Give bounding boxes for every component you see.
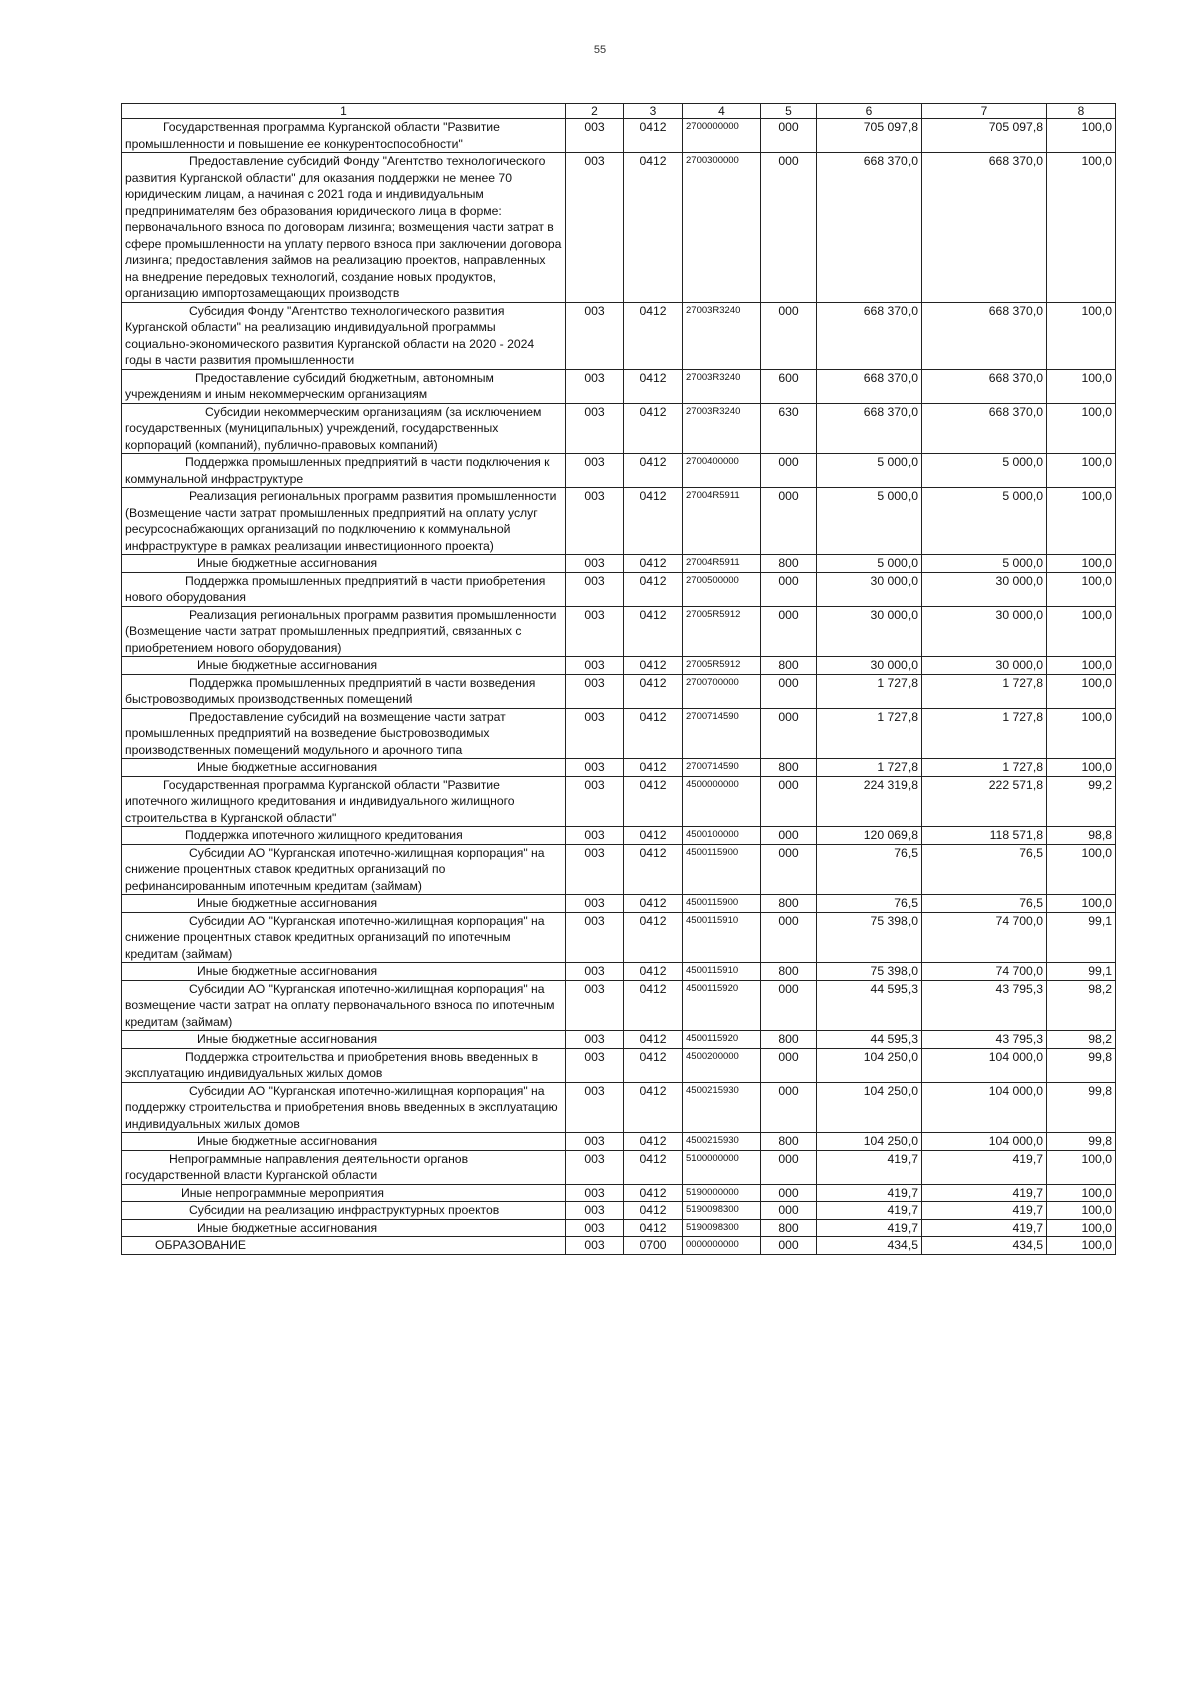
table-row	[122, 1219, 1116, 1237]
header-cell: 3	[624, 104, 683, 119]
expense-type-cell: 000	[761, 488, 817, 555]
admin-code-cell: 003	[566, 1082, 624, 1133]
section-code-cell: 0412	[624, 912, 683, 963]
section-code-cell: 0412	[624, 963, 683, 981]
table-row	[122, 759, 1116, 777]
table-row	[122, 1082, 1116, 1133]
target-article-cell: 2700400000	[683, 454, 761, 488]
row-name-cell: Субсидия Фонду "Агентство технологического развития Курганской области" на реализацию индивидуальной программы социально-экономического развития Курганской области на 2020 - 2024 годы в части развития промышленности	[122, 302, 566, 369]
admin-code-cell: 003	[566, 912, 624, 963]
executed-amount-cell: 74 700,0	[922, 912, 1047, 963]
table-row	[122, 1133, 1116, 1151]
admin-code-cell: 003	[566, 403, 624, 454]
expense-type-cell: 600	[761, 369, 817, 403]
section-code-cell: 0412	[624, 1133, 683, 1151]
expense-type-cell: 800	[761, 1031, 817, 1049]
section-code-cell: 0412	[624, 302, 683, 369]
percent-cell: 100,0	[1047, 844, 1116, 895]
expense-type-cell: 000	[761, 119, 817, 153]
row-name-cell: Субсидии на реализацию инфраструктурных проектов	[122, 1202, 566, 1220]
approved-amount-cell: 419,7	[817, 1219, 922, 1237]
table-row	[122, 895, 1116, 913]
executed-amount-cell: 74 700,0	[922, 963, 1047, 981]
admin-code-cell: 003	[566, 572, 624, 606]
table-row	[122, 369, 1116, 403]
section-code-cell: 0412	[624, 827, 683, 845]
admin-code-cell: 003	[566, 708, 624, 759]
executed-amount-cell: 5 000,0	[922, 488, 1047, 555]
percent-cell: 100,0	[1047, 674, 1116, 708]
admin-code-cell: 003	[566, 1219, 624, 1237]
percent-cell: 100,0	[1047, 1237, 1116, 1255]
row-name-cell: Поддержка ипотечного жилищного кредитования	[122, 827, 566, 845]
admin-code-cell: 003	[566, 606, 624, 657]
approved-amount-cell: 434,5	[817, 1237, 922, 1255]
executed-amount-cell: 668 370,0	[922, 369, 1047, 403]
percent-cell: 100,0	[1047, 1150, 1116, 1184]
header-row	[122, 104, 1116, 119]
approved-amount-cell: 76,5	[817, 895, 922, 913]
target-article-cell: 5190098300	[683, 1202, 761, 1220]
target-article-cell: 4500000000	[683, 776, 761, 827]
row-name-cell: Субсидии некоммерческим организациям (за исключением государственных (муниципальных) учреждений, государственных корпораций (компаний), публично-правовых компаний)	[122, 403, 566, 454]
row-name-cell: Иные бюджетные ассигнования	[122, 1219, 566, 1237]
percent-cell: 99,1	[1047, 963, 1116, 981]
percent-cell: 100,0	[1047, 572, 1116, 606]
target-article-cell: 5190000000	[683, 1184, 761, 1202]
row-name-cell: Непрограммные направления деятельности органов государственной власти Курганской области	[122, 1150, 566, 1184]
admin-code-cell: 003	[566, 555, 624, 573]
admin-code-cell: 003	[566, 1048, 624, 1082]
admin-code-cell: 003	[566, 454, 624, 488]
approved-amount-cell: 44 595,3	[817, 1031, 922, 1049]
executed-amount-cell: 1 727,8	[922, 708, 1047, 759]
section-code-cell: 0412	[624, 153, 683, 303]
row-name-cell: Иные бюджетные ассигнования	[122, 895, 566, 913]
approved-amount-cell: 5 000,0	[817, 555, 922, 573]
row-name-cell: Иные непрограммные мероприятия	[122, 1184, 566, 1202]
table-row	[122, 1048, 1116, 1082]
expense-type-cell: 000	[761, 776, 817, 827]
section-code-cell: 0412	[624, 708, 683, 759]
section-code-cell: 0412	[624, 606, 683, 657]
expense-type-cell: 000	[761, 708, 817, 759]
table-row	[122, 657, 1116, 675]
section-code-cell: 0700	[624, 1237, 683, 1255]
approved-amount-cell: 75 398,0	[817, 963, 922, 981]
executed-amount-cell: 1 727,8	[922, 674, 1047, 708]
table-row	[122, 403, 1116, 454]
table-row	[122, 488, 1116, 555]
admin-code-cell: 003	[566, 1202, 624, 1220]
target-article-cell: 2700714590	[683, 759, 761, 777]
section-code-cell: 0412	[624, 403, 683, 454]
executed-amount-cell: 419,7	[922, 1202, 1047, 1220]
expense-type-cell: 000	[761, 153, 817, 303]
percent-cell: 100,0	[1047, 403, 1116, 454]
header-cell: 7	[922, 104, 1047, 119]
section-code-cell: 0412	[624, 454, 683, 488]
executed-amount-cell: 419,7	[922, 1184, 1047, 1202]
table-row	[122, 827, 1116, 845]
section-code-cell: 0412	[624, 776, 683, 827]
target-article-cell: 4500200000	[683, 1048, 761, 1082]
table-row	[122, 1150, 1116, 1184]
percent-cell: 100,0	[1047, 708, 1116, 759]
expense-type-cell: 000	[761, 1237, 817, 1255]
row-name-cell: Иные бюджетные ассигнования	[122, 555, 566, 573]
approved-amount-cell: 419,7	[817, 1202, 922, 1220]
row-name-cell: Поддержка промышленных предприятий в части возведения быстровозводимых производственных помещений	[122, 674, 566, 708]
target-article-cell: 4500115900	[683, 895, 761, 913]
target-article-cell: 27003R3240	[683, 369, 761, 403]
target-article-cell: 27005R5912	[683, 657, 761, 675]
expense-type-cell: 000	[761, 827, 817, 845]
target-article-cell: 0000000000	[683, 1237, 761, 1255]
executed-amount-cell: 104 000,0	[922, 1048, 1047, 1082]
percent-cell: 100,0	[1047, 1184, 1116, 1202]
target-article-cell: 27004R5911	[683, 488, 761, 555]
table-row	[122, 555, 1116, 573]
executed-amount-cell: 222 571,8	[922, 776, 1047, 827]
expense-type-cell: 800	[761, 759, 817, 777]
section-code-cell: 0412	[624, 1150, 683, 1184]
table-row	[122, 606, 1116, 657]
executed-amount-cell: 104 000,0	[922, 1082, 1047, 1133]
row-name-cell: Поддержка промышленных предприятий в части приобретения нового оборудования	[122, 572, 566, 606]
admin-code-cell: 003	[566, 1237, 624, 1255]
section-code-cell: 0412	[624, 1202, 683, 1220]
expense-type-cell: 800	[761, 1219, 817, 1237]
approved-amount-cell: 5 000,0	[817, 454, 922, 488]
target-article-cell: 4500215930	[683, 1133, 761, 1151]
header-cell: 2	[566, 104, 624, 119]
table-row	[122, 912, 1116, 963]
expense-type-cell: 000	[761, 302, 817, 369]
expense-type-cell: 000	[761, 1150, 817, 1184]
percent-cell: 100,0	[1047, 1219, 1116, 1237]
section-code-cell: 0412	[624, 674, 683, 708]
row-name-cell: Иные бюджетные ассигнования	[122, 963, 566, 981]
table-row	[122, 963, 1116, 981]
expense-type-cell: 800	[761, 657, 817, 675]
percent-cell: 99,8	[1047, 1048, 1116, 1082]
executed-amount-cell: 43 795,3	[922, 980, 1047, 1031]
approved-amount-cell: 44 595,3	[817, 980, 922, 1031]
percent-cell: 100,0	[1047, 555, 1116, 573]
row-name-cell: Иные бюджетные ассигнования	[122, 1133, 566, 1151]
approved-amount-cell: 1 727,8	[817, 759, 922, 777]
approved-amount-cell: 5 000,0	[817, 488, 922, 555]
section-code-cell: 0412	[624, 895, 683, 913]
admin-code-cell: 003	[566, 844, 624, 895]
table-row	[122, 119, 1116, 153]
percent-cell: 99,1	[1047, 912, 1116, 963]
approved-amount-cell: 76,5	[817, 844, 922, 895]
row-name-cell: Реализация региональных программ развития промышленности (Возмещение части затрат промышленных предприятий на оплату услуг ресурсоснабжающих организаций по подключению к коммунальной инфраструктуре в рамках реализации инвестиционного проекта)	[122, 488, 566, 555]
section-code-cell: 0412	[624, 980, 683, 1031]
executed-amount-cell: 30 000,0	[922, 657, 1047, 675]
row-name-cell: Субсидии АО "Курганская ипотечно-жилищная корпорация" на поддержку строительства и приобретения вновь введенных в эксплуатацию индивидуальных жилых домов	[122, 1082, 566, 1133]
row-name-cell: Субсидии АО "Курганская ипотечно-жилищная корпорация" на снижение процентных ставок кредитных организаций по ипотечным кредитам (займам)	[122, 912, 566, 963]
admin-code-cell: 003	[566, 153, 624, 303]
percent-cell: 100,0	[1047, 1202, 1116, 1220]
section-code-cell: 0412	[624, 657, 683, 675]
row-name-cell: Реализация региональных программ развития промышленности (Возмещение части затрат промышленных предприятий, связанных с приобретением нового оборудования)	[122, 606, 566, 657]
approved-amount-cell: 419,7	[817, 1150, 922, 1184]
header-cell: 5	[761, 104, 817, 119]
table-row	[122, 1031, 1116, 1049]
row-name-cell: Поддержка промышленных предприятий в части подключения к коммунальной инфраструктуре	[122, 454, 566, 488]
section-code-cell: 0412	[624, 572, 683, 606]
admin-code-cell: 003	[566, 895, 624, 913]
admin-code-cell: 003	[566, 1031, 624, 1049]
header-cell: 4	[683, 104, 761, 119]
approved-amount-cell: 224 319,8	[817, 776, 922, 827]
expense-type-cell: 630	[761, 403, 817, 454]
row-name-cell: ОБРАЗОВАНИЕ	[122, 1237, 566, 1255]
row-name-cell: Иные бюджетные ассигнования	[122, 759, 566, 777]
executed-amount-cell: 76,5	[922, 844, 1047, 895]
row-name-cell: Предоставление субсидий бюджетным, автономным учреждениям и иным некоммерческим организациям	[122, 369, 566, 403]
executed-amount-cell: 705 097,8	[922, 119, 1047, 153]
target-article-cell: 27004R5911	[683, 555, 761, 573]
approved-amount-cell: 120 069,8	[817, 827, 922, 845]
percent-cell: 99,8	[1047, 1082, 1116, 1133]
table-row	[122, 844, 1116, 895]
approved-amount-cell: 30 000,0	[817, 572, 922, 606]
admin-code-cell: 003	[566, 776, 624, 827]
executed-amount-cell: 668 370,0	[922, 302, 1047, 369]
section-code-cell: 0412	[624, 1082, 683, 1133]
percent-cell: 100,0	[1047, 454, 1116, 488]
table-row	[122, 153, 1116, 303]
executed-amount-cell: 43 795,3	[922, 1031, 1047, 1049]
table-row	[122, 674, 1116, 708]
target-article-cell: 4500100000	[683, 827, 761, 845]
expense-type-cell: 800	[761, 555, 817, 573]
section-code-cell: 0412	[624, 759, 683, 777]
row-name-cell: Государственная программа Курганской области "Развитие промышленности и повышение ее конкурентоспособности"	[122, 119, 566, 153]
expense-type-cell: 000	[761, 980, 817, 1031]
executed-amount-cell: 419,7	[922, 1219, 1047, 1237]
row-name-cell: Предоставление субсидий Фонду "Агентство технологического развития Курганской области" для оказания поддержки не менее 70 юридическим лицам, а начиная с 2021 года и индивидуальным предпринимателям без образования юридического лица в форме: первоначального взноса по договорам лизинга; возмещения части затрат в сфере промышленности на уплату первого взноса при заключении договора лизинга; предоставления займов на реализацию проектов, направленных на внедрение передовых технологий, создание новых продуктов, организацию импортозамещающих производств	[122, 153, 566, 303]
admin-code-cell: 003	[566, 1184, 624, 1202]
executed-amount-cell: 118 571,8	[922, 827, 1047, 845]
admin-code-cell: 003	[566, 827, 624, 845]
admin-code-cell: 003	[566, 369, 624, 403]
percent-cell: 100,0	[1047, 369, 1116, 403]
executed-amount-cell: 30 000,0	[922, 572, 1047, 606]
admin-code-cell: 003	[566, 980, 624, 1031]
executed-amount-cell: 419,7	[922, 1150, 1047, 1184]
admin-code-cell: 003	[566, 1150, 624, 1184]
row-name-cell: Субсидии АО "Курганская ипотечно-жилищная корпорация" на снижение процентных ставок кредитных организаций по рефинансированным ипотечным кредитам (займам)	[122, 844, 566, 895]
expense-type-cell: 000	[761, 1048, 817, 1082]
admin-code-cell: 003	[566, 657, 624, 675]
executed-amount-cell: 668 370,0	[922, 153, 1047, 303]
row-name-cell: Предоставление субсидий на возмещение части затрат промышленных предприятий на возведение быстровозводимых производственных помещений модульного и арочного типа	[122, 708, 566, 759]
section-code-cell: 0412	[624, 1184, 683, 1202]
target-article-cell: 5190098300	[683, 1219, 761, 1237]
target-article-cell: 5100000000	[683, 1150, 761, 1184]
target-article-cell: 2700714590	[683, 708, 761, 759]
section-code-cell: 0412	[624, 1031, 683, 1049]
table-row	[122, 776, 1116, 827]
approved-amount-cell: 1 727,8	[817, 708, 922, 759]
approved-amount-cell: 705 097,8	[817, 119, 922, 153]
percent-cell: 98,2	[1047, 980, 1116, 1031]
target-article-cell: 2700000000	[683, 119, 761, 153]
target-article-cell: 4500115910	[683, 912, 761, 963]
row-name-cell: Государственная программа Курганской области "Развитие ипотечного жилищного кредитования и индивидуального жилищного строительства в Курганской области"	[122, 776, 566, 827]
approved-amount-cell: 668 370,0	[817, 302, 922, 369]
target-article-cell: 4500115920	[683, 980, 761, 1031]
target-article-cell: 2700300000	[683, 153, 761, 303]
expense-type-cell: 000	[761, 844, 817, 895]
percent-cell: 98,8	[1047, 827, 1116, 845]
table-row	[122, 572, 1116, 606]
target-article-cell: 4500215930	[683, 1082, 761, 1133]
row-name-cell: Поддержка строительства и приобретения вновь введенных в эксплуатацию индивидуальных жилых домов	[122, 1048, 566, 1082]
admin-code-cell: 003	[566, 488, 624, 555]
approved-amount-cell: 668 370,0	[817, 369, 922, 403]
percent-cell: 100,0	[1047, 759, 1116, 777]
percent-cell: 100,0	[1047, 153, 1116, 303]
percent-cell: 100,0	[1047, 657, 1116, 675]
expense-type-cell: 000	[761, 454, 817, 488]
target-article-cell: 2700700000	[683, 674, 761, 708]
executed-amount-cell: 5 000,0	[922, 454, 1047, 488]
admin-code-cell: 003	[566, 302, 624, 369]
approved-amount-cell: 104 250,0	[817, 1133, 922, 1151]
executed-amount-cell: 434,5	[922, 1237, 1047, 1255]
expense-type-cell: 800	[761, 1133, 817, 1151]
target-article-cell: 27003R3240	[683, 302, 761, 369]
budget-table	[121, 103, 1116, 1255]
header-cell: 6	[817, 104, 922, 119]
header-cell: 1	[122, 104, 566, 119]
table-row	[122, 454, 1116, 488]
table-row	[122, 1202, 1116, 1220]
approved-amount-cell: 419,7	[817, 1184, 922, 1202]
table-row	[122, 980, 1116, 1031]
expense-type-cell: 000	[761, 606, 817, 657]
percent-cell: 98,2	[1047, 1031, 1116, 1049]
header-cell: 8	[1047, 104, 1116, 119]
approved-amount-cell: 30 000,0	[817, 657, 922, 675]
expense-type-cell: 000	[761, 572, 817, 606]
expense-type-cell: 000	[761, 1082, 817, 1133]
section-code-cell: 0412	[624, 119, 683, 153]
approved-amount-cell: 30 000,0	[817, 606, 922, 657]
target-article-cell: 4500115920	[683, 1031, 761, 1049]
expense-type-cell: 000	[761, 1202, 817, 1220]
target-article-cell: 4500115910	[683, 963, 761, 981]
executed-amount-cell: 76,5	[922, 895, 1047, 913]
row-name-cell: Субсидии АО "Курганская ипотечно-жилищная корпорация" на возмещение части затрат на оплату первоначального взноса по ипотечным кредитам (займам)	[122, 980, 566, 1031]
section-code-cell: 0412	[624, 1219, 683, 1237]
table-row	[122, 302, 1116, 369]
percent-cell: 100,0	[1047, 302, 1116, 369]
expense-type-cell: 800	[761, 895, 817, 913]
table-row	[122, 708, 1116, 759]
admin-code-cell: 003	[566, 119, 624, 153]
section-code-cell: 0412	[624, 369, 683, 403]
page-number: 55	[593, 44, 607, 56]
percent-cell: 99,2	[1047, 776, 1116, 827]
executed-amount-cell: 30 000,0	[922, 606, 1047, 657]
expense-type-cell: 800	[761, 963, 817, 981]
section-code-cell: 0412	[624, 488, 683, 555]
executed-amount-cell: 104 000,0	[922, 1133, 1047, 1151]
section-code-cell: 0412	[624, 555, 683, 573]
approved-amount-cell: 75 398,0	[817, 912, 922, 963]
executed-amount-cell: 1 727,8	[922, 759, 1047, 777]
approved-amount-cell: 104 250,0	[817, 1082, 922, 1133]
admin-code-cell: 003	[566, 759, 624, 777]
table-row	[122, 1184, 1116, 1202]
section-code-cell: 0412	[624, 1048, 683, 1082]
target-article-cell: 4500115900	[683, 844, 761, 895]
approved-amount-cell: 104 250,0	[817, 1048, 922, 1082]
expense-type-cell: 000	[761, 674, 817, 708]
approved-amount-cell: 1 727,8	[817, 674, 922, 708]
percent-cell: 100,0	[1047, 895, 1116, 913]
expense-type-cell: 000	[761, 912, 817, 963]
percent-cell: 100,0	[1047, 488, 1116, 555]
target-article-cell: 27005R5912	[683, 606, 761, 657]
admin-code-cell: 003	[566, 1133, 624, 1151]
percent-cell: 99,8	[1047, 1133, 1116, 1151]
percent-cell: 100,0	[1047, 119, 1116, 153]
row-name-cell: Иные бюджетные ассигнования	[122, 657, 566, 675]
approved-amount-cell: 668 370,0	[817, 153, 922, 303]
percent-cell: 100,0	[1047, 606, 1116, 657]
row-name-cell: Иные бюджетные ассигнования	[122, 1031, 566, 1049]
admin-code-cell: 003	[566, 963, 624, 981]
executed-amount-cell: 668 370,0	[922, 403, 1047, 454]
admin-code-cell: 003	[566, 674, 624, 708]
executed-amount-cell: 5 000,0	[922, 555, 1047, 573]
section-code-cell: 0412	[624, 844, 683, 895]
target-article-cell: 27003R3240	[683, 403, 761, 454]
expense-type-cell: 000	[761, 1184, 817, 1202]
target-article-cell: 2700500000	[683, 572, 761, 606]
table-row	[122, 1237, 1116, 1255]
approved-amount-cell: 668 370,0	[817, 403, 922, 454]
